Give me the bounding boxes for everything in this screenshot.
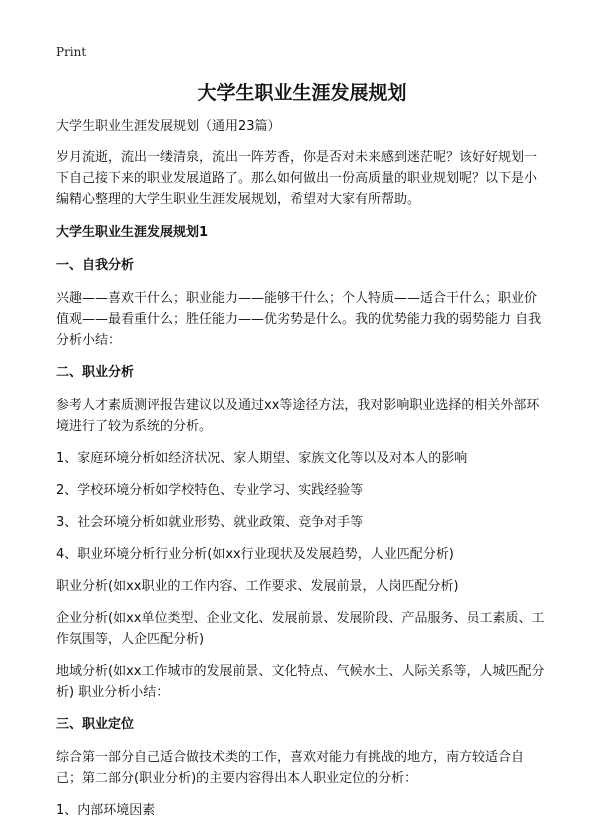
section-paragraph: 地域分析(如xx工作城市的发展前景、文化特点、气候水土、人际关系等，人城匹配分析) 职业分析小结： — [56, 664, 545, 700]
section-heading-career-positioning: 三、职业定位 — [56, 717, 135, 732]
plan-heading: 大学生职业生涯发展规划1 — [56, 225, 209, 240]
section-heading-career-analysis: 二、职业分析 — [56, 365, 135, 380]
document-page — [56, 44, 548, 832]
section-paragraph: 参考人才素质测评报告建议以及通过xx等途径方法，我对影响职业选择的相关外部环境进行了较为系统的分析。 — [56, 398, 540, 434]
list-item: 4、职业环境分析行业分析(如xx行业现状及发展趋势，人业匹配分析) — [56, 547, 454, 562]
section-paragraph: 兴趣——喜欢干什么；职业能力——能够干什么；个人特质——适合干什么；职业价值观——最看重什么；胜任能力——优劣势是什么。我的优势能力我的弱势能力 自我分析小结： — [56, 291, 542, 348]
section-paragraph: 企业分析(如xx单位类型、企业文化、发展前景、发展阶段、产品服务、员工素质、工作氛围等，人企匹配分析) — [56, 611, 545, 647]
section-heading-self-analysis: 一、自我分析 — [56, 258, 135, 273]
intro-paragraph: 岁月流逝，流出一缕清泉，流出一阵芳香，你是否对未来感到迷茫呢？该好好规划一下自己接下来的职业发展道路了。那么如何做出一份高质量的职业规划呢？以下是小编精心整理的大学生职业生涯发展规划，希望对大家有所帮助。 — [56, 150, 538, 207]
document-title: 大学生职业生涯发展规划 — [197, 82, 407, 104]
section-paragraph: 综合第一部分自己适合做技术类的工作，喜欢对能力有挑战的地方，南方较适合自己；第二部分(职业分析)的主要内容得出本人职业定位的分析： — [56, 750, 525, 786]
list-item: 2、学校环境分析如学校特色、专业学习、实践经验等 — [56, 483, 364, 498]
list-item: 1、内部环境因素 — [56, 803, 156, 818]
list-item: 1、家庭环境分析如经济状况、家人期望、家族文化等以及对本人的影响 — [56, 451, 468, 466]
list-item: 3、社会环境分析如就业形势、就业政策、竞争对手等 — [56, 515, 364, 530]
document-subtitle: 大学生职业生涯发展规划（通用23篇） — [56, 119, 281, 134]
print-label[interactable]: Print — [56, 45, 87, 59]
list-item: 职业分析(如xx职业的工作内容、工作要求、发展前景，人岗匹配分析) — [56, 579, 459, 594]
